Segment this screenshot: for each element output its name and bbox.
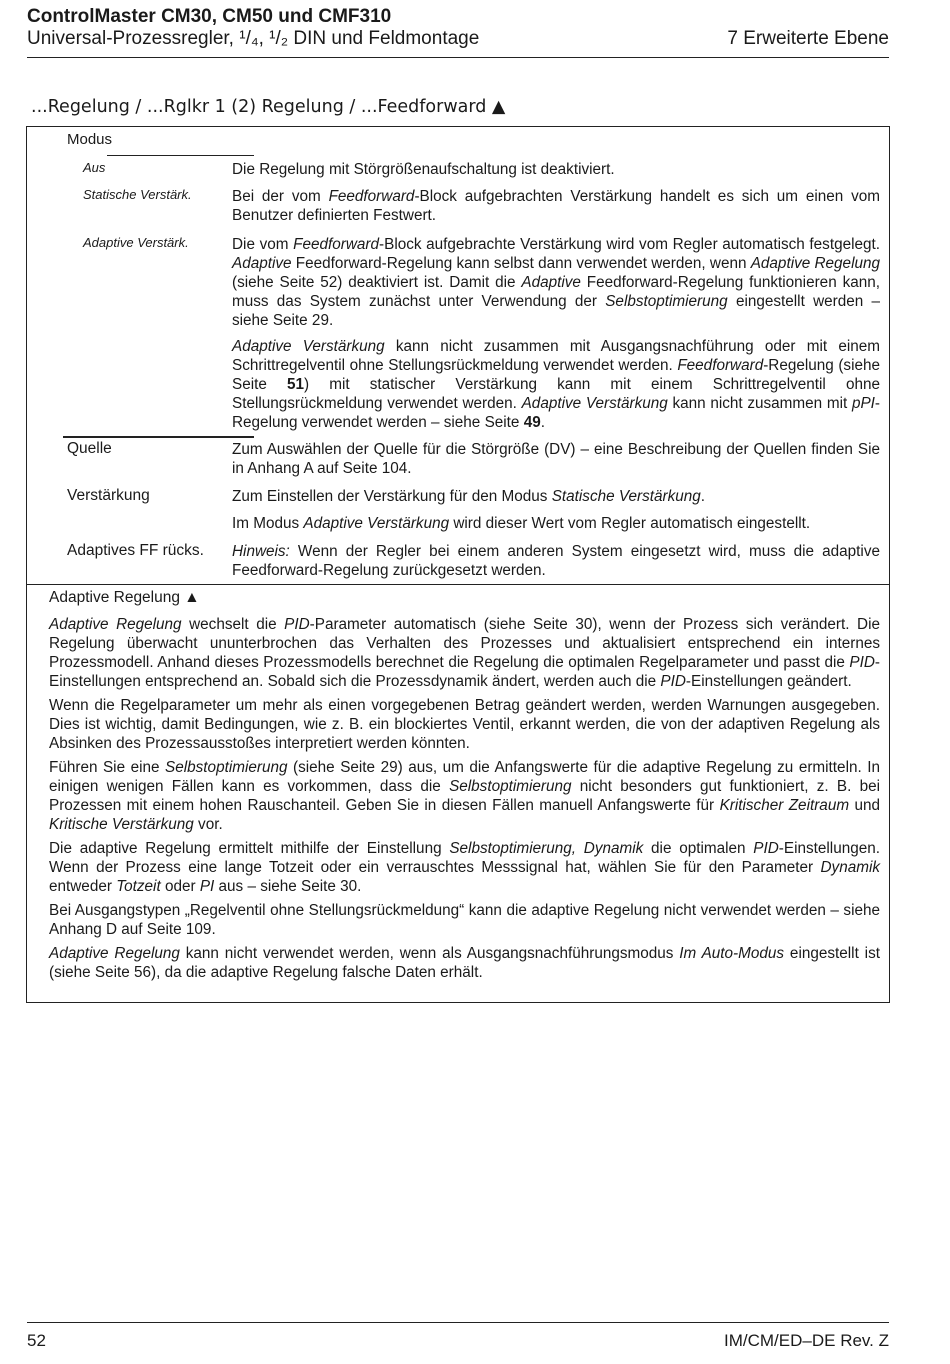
text-run: Adaptive Verstärkung [521, 395, 668, 412]
text-run: aus – siehe Seite 30. [214, 878, 362, 895]
document-subtitle: Universal-Prozessregler, ¹/₄, ¹/₂ DIN und Feldmontage [27, 28, 480, 49]
text-run: Feedforward-Regelung kann selbst dann verwendet werden, wenn [291, 255, 751, 272]
text-run: Hinweis: [232, 543, 290, 560]
static-gain-text-b: Feedforward [328, 188, 415, 205]
text-run: Zum Einstellen der Verstärkung für den Modus [232, 488, 552, 505]
text-run: vor. [193, 816, 223, 833]
header-rule [27, 57, 889, 58]
static-gain-label: Statische Verstärk. [83, 187, 192, 202]
adaptive-gain-label: Adaptive Verstärk. [83, 235, 189, 250]
text-run: Selbstoptimierung [449, 778, 572, 795]
text-run: und [849, 797, 881, 814]
text-run: Wenn der Regler bei einem anderen System eingesetzt wird, muss die adaptive Feedforward-Regelung zurückgesetzt werden. [232, 543, 880, 579]
text-run: wechselt die [181, 616, 285, 633]
text-run: Kritische Verstärkung [49, 816, 194, 833]
text-run: PID [849, 654, 875, 671]
modus-rule [107, 155, 254, 156]
text-run: Feedforward-Regelung funktionieren kann, muss das System zunächst unter Verwendung der [232, 274, 880, 310]
content-frame [26, 126, 890, 1003]
quelle-text: Zum Auswählen der Quelle für die Störgröße (DV) – eine Beschreibung der Quellen finden Sie in Anhang A auf Seite 104. [232, 441, 880, 477]
page-header [27, 6, 889, 50]
text-run: Dynamik [820, 859, 880, 876]
text-run: Bei Ausgangstypen „Regelventil ohne Stellungsrückmeldung“ kann die adaptive Regelung nicht verwendet werden – siehe Anhang D auf Seite 109. [49, 902, 880, 938]
text-run: (siehe Seite 52) deaktiviert ist. Damit die [232, 274, 522, 291]
quelle-rule [63, 436, 254, 438]
text-run: Adaptive Regelung [750, 255, 880, 272]
text-run: 51 [287, 376, 305, 393]
text-run: Adaptive Regelung [49, 945, 180, 962]
static-gain-text [232, 187, 880, 225]
paragraph [49, 758, 880, 834]
static-gain-text-c: -Block aufgebrachten Verstärkung handelt es sich um einen vom Benutzer definierten Festwert. [232, 188, 880, 224]
paragraph [49, 944, 880, 982]
text-run: oder [160, 878, 200, 895]
text-run: nicht besonders gut funktioniert, z. B. bei Prozessen mit einem hohen Rauschanteil. Geben Sie in diesen Fällen manuell Anfangswerte für [49, 778, 881, 814]
section-paragraphs [49, 615, 880, 982]
adaptive-gain-text-1 [232, 235, 880, 330]
text-run: Im Auto-Modus [679, 945, 785, 962]
text-run: . [540, 414, 545, 431]
text-run: Führen Sie eine [49, 759, 166, 776]
text-run: -Einstellungen geändert. [685, 673, 852, 690]
adaptive-ff-reset-text [232, 542, 880, 580]
page-number: 52 [27, 1331, 46, 1350]
text-run: PID [753, 840, 779, 857]
text-run: Adaptive [521, 274, 581, 291]
adaptive-control-section [49, 588, 880, 987]
text-run: Totzeit [116, 878, 161, 895]
text-run: PID [284, 616, 310, 633]
paragraph [49, 839, 880, 896]
breadcrumb: ...Regelung / ...Rglkr 1 (2) Regelung / ...Feedforward ▲ [31, 97, 506, 117]
paragraph [49, 615, 880, 691]
adaptive-ff-reset-label: Adaptives FF rücks. [67, 542, 204, 559]
text-run: Selbstoptimierung [605, 293, 728, 310]
text-run: -Einstellungen entsprechend an. Sobald sich die Prozessdynamik ändert, werden auch die [49, 654, 880, 690]
text-run: Wenn die Regelparameter um mehr als einen vorgegebenen Betrag geändert werden, werden Warnungen ausgegeben. Dies ist wichtig, damit Bedingungen, wie z. B. ein blockiertes Ventil, erkannt werden, die von der adaptiven Regelung als Absinken des Prozessausstoßes interpretiert werden könnten. [49, 697, 880, 752]
text-run: . [700, 488, 706, 505]
verstaerkung-text-2 [232, 514, 880, 533]
static-gain-text-a: Bei der vom [232, 188, 329, 205]
text-run: PID [660, 673, 686, 690]
quelle-label: Quelle [67, 440, 112, 457]
text-run: -Parameter automatisch (siehe Seite 30), wenn der Prozess sich verändert. Die Regelung überwacht ununterbrochen das Verhalten des Prozesses und aktualisiert entsprechend ein internes Prozessmodell. Anhand dieses Prozessmodells berechnet die Regelung die optimalen Regelparameter und passt die [49, 616, 880, 671]
footer-rule [27, 1322, 889, 1323]
aus-text: Die Regelung mit Störgrößenaufschaltung ist deaktiviert. [232, 161, 615, 178]
verstaerkung-text-1 [232, 487, 880, 506]
text-run: Feedforward [677, 357, 764, 374]
text-run: Adaptive [232, 255, 292, 272]
text-run: Kritischer Zeitraum [719, 797, 850, 814]
document-id: IM/CM/ED–DE Rev. Z [724, 1331, 889, 1350]
text-run: eingestellt werden – siehe Seite 29. [232, 293, 881, 329]
text-run: Adaptive Regelung [49, 616, 182, 633]
adaptive-gain-text-2 [232, 337, 880, 432]
text-run: eingestellt ist (siehe Seite 56), da die adaptive Regelung falsche Daten erhält. [49, 945, 880, 981]
text-run: kann nicht zusammen mit [667, 395, 852, 412]
text-run: entweder [49, 878, 117, 895]
text-run: die optimalen [643, 840, 754, 857]
section-title: Adaptive Regelung ▲ [49, 589, 200, 606]
text-run: PI [199, 878, 215, 895]
section-separator [27, 584, 889, 585]
text-run: Adaptive Verstärkung [232, 338, 385, 355]
text-run: Die vom [232, 236, 294, 253]
text-run: ) mit statischer Verstärkung kann mit einem Schrittregelventil ohne Stellungsrückmeldung verwendet werden. [232, 376, 880, 412]
text-run: -Block aufgebrachte Verstärkung wird vom Regler automatisch festgelegt. [379, 236, 880, 253]
text-run: Selbstoptimierung, Dynamik [449, 840, 644, 857]
paragraph [49, 901, 880, 939]
text-run: -Regelung verwendet werden – siehe Seite [232, 395, 881, 431]
aus-label: Aus [83, 160, 106, 175]
text-run: -Einstellungen. Wenn der Prozess eine lange Totzeit oder ein verrauschtes Messsignal hat, wählen Sie für den Parameter [49, 840, 880, 876]
paragraph [49, 696, 880, 753]
text-run: Selbstoptimierung [165, 759, 288, 776]
text-run: Die adaptive Regelung ermittelt mithilfe der Einstellung [49, 840, 450, 857]
header-row [27, 28, 889, 50]
text-run: Im Modus [232, 515, 304, 532]
text-run: kann nicht zusammen mit Ausgangsnachführung oder mit einem Schrittregelventil ohne Stellungsrückmeldung verwendet werden. [232, 338, 880, 374]
text-run: -Regelung (siehe Seite [232, 357, 880, 393]
text-run: pPI [851, 395, 875, 412]
text-run: (siehe Seite 29) aus, um die Anfangswerte für die adaptive Regelung zu ermitteln. In einigen wenigen Fällen kann es vorkommen, dass die [49, 759, 880, 795]
chapter-title: 7 Erweiterte Ebene [727, 28, 889, 49]
verstaerkung-label: Verstärkung [67, 487, 150, 504]
text-run: Feedforward [293, 236, 380, 253]
text-run: wird dieser Wert vom Regler automatisch eingestellt. [449, 515, 811, 532]
text-run: Statische Verstärkung [551, 488, 701, 505]
text-run: kann nicht verwendet werden, wenn als Ausgangsnachführungsmodus [179, 945, 680, 962]
document-title: ControlMaster CM30, CM50 und CMF310 [27, 6, 392, 27]
modus-label: Modus [67, 131, 113, 148]
text-run: Adaptive Verstärkung [303, 515, 450, 532]
text-run: 49 [523, 414, 541, 431]
